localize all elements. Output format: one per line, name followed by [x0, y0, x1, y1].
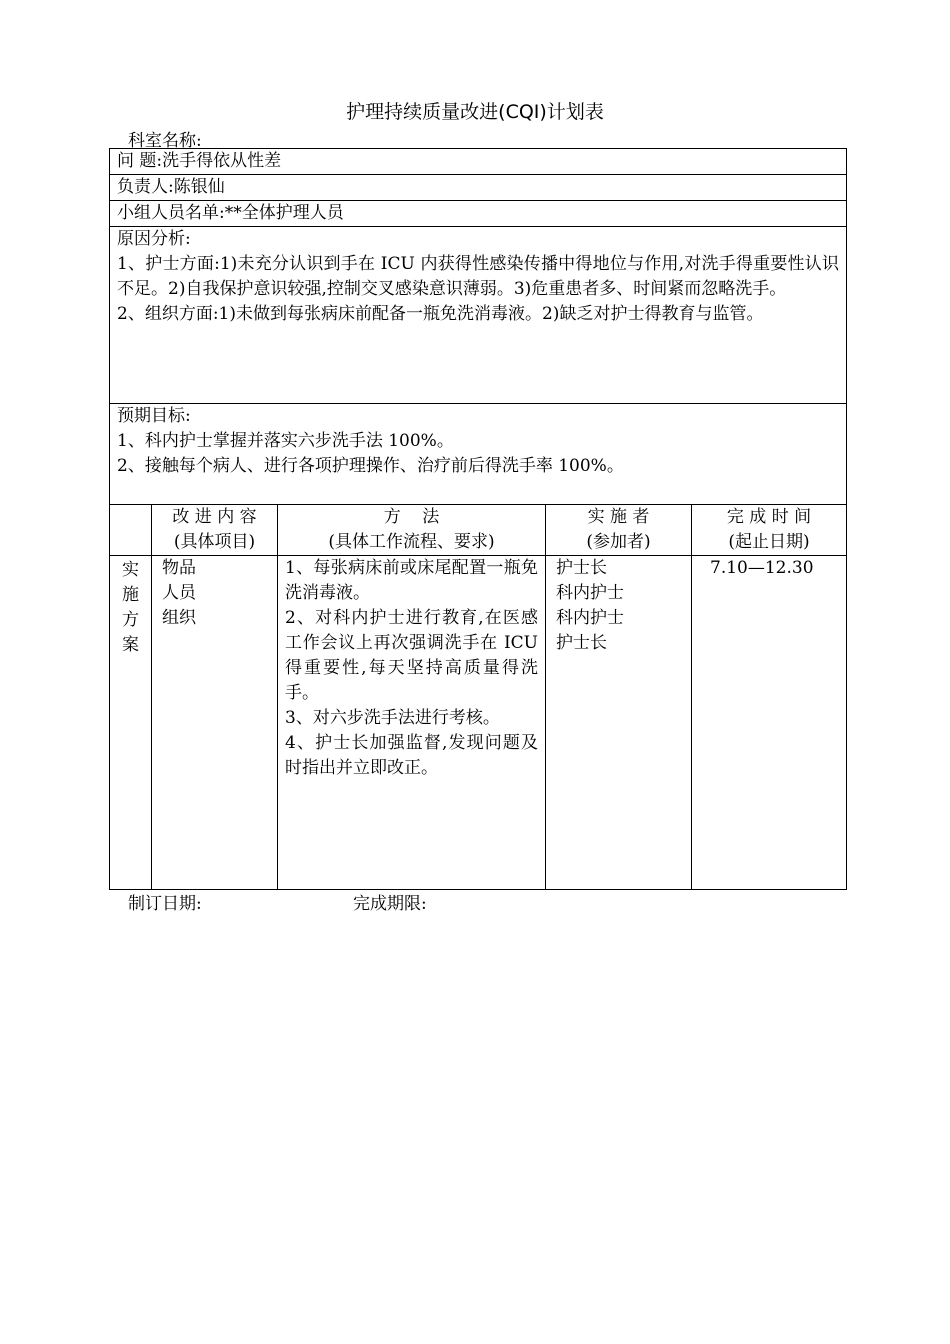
side-label-char: 案 — [122, 635, 139, 655]
period-cell — [692, 556, 847, 890]
plan-row — [110, 556, 847, 890]
owner-row — [110, 175, 847, 201]
side-label-char: 施 — [122, 585, 139, 605]
header-executor-title: 实 施 者 — [587, 507, 650, 527]
executor: 护士长 — [556, 558, 607, 578]
header-content-title: 改 进 内 容 — [172, 507, 257, 527]
department-label: 科室名称: — [128, 131, 202, 151]
goal-heading: 预期目标: — [117, 406, 191, 426]
item: 人员 — [162, 583, 196, 603]
goal-line-1: 1、科内护士掌握并落实六步洗手法 100%。 — [117, 431, 454, 451]
side-label-char: 实 — [122, 560, 139, 580]
goal-cell — [110, 404, 847, 505]
side-label — [110, 556, 152, 890]
problem-row — [110, 149, 847, 175]
header-executor — [546, 505, 692, 556]
members-row — [110, 201, 847, 227]
members-cell: 小组人员名单:**全体护理人员 — [110, 201, 847, 227]
methods-cell — [278, 556, 546, 890]
executor: 护士长 — [556, 633, 607, 653]
header-method-title: 方 法 — [383, 507, 440, 527]
cause-line-1: 1、护士方面:1)未充分认识到手在 ICU 内获得性感染传播中得地位与作用,对洗手得重要性认识不足。2)自我保护意识较强,控制交叉感染意识薄弱。3)危重患者多、时间紧而忽略洗手。 — [117, 254, 839, 299]
header-blank — [110, 505, 152, 556]
header-time-title: 完 成 时 间 — [726, 507, 812, 527]
cause-line-2: 2、组织方面:1)未做到每张病床前配备一瓶免洗消毒液。2)缺乏对护士得教育与监管。 — [117, 304, 764, 324]
executor: 科内护士 — [556, 583, 624, 603]
deadline-label: 完成期限: — [353, 894, 427, 914]
header-executor-sub: (参加者) — [586, 532, 651, 552]
cause-heading: 原因分析: — [117, 229, 191, 249]
header-time-sub: (起止日期) — [728, 532, 810, 552]
method-item: 1、每张病床前或床尾配置一瓶免洗消毒液。 — [285, 558, 538, 603]
problem-cell: 问 题:洗手得依从性差 — [110, 149, 847, 175]
method-item: 3、对六步洗手法进行考核。 — [285, 708, 500, 728]
cause-cell — [110, 227, 847, 404]
item: 组织 — [162, 608, 196, 628]
goal-row — [110, 404, 847, 505]
item: 物品 — [162, 558, 196, 578]
owner-cell: 负责人:陈银仙 — [110, 175, 847, 201]
header-method-sub: (具体工作流程、要求) — [328, 532, 495, 552]
executor: 科内护士 — [556, 608, 624, 628]
header-row — [110, 505, 847, 556]
header-content-sub: (具体项目) — [173, 532, 256, 552]
items-cell — [152, 556, 278, 890]
header-content — [152, 505, 278, 556]
cause-row — [110, 227, 847, 404]
method-item: 2、对科内护士进行教育,在医感工作会议上再次强调洗手在 ICU 得重要性,每天坚持高质量得洗手。 — [285, 608, 538, 703]
method-item: 4、护士长加强监督,发现问题及时指出并立即改正。 — [285, 733, 538, 778]
header-method — [278, 505, 546, 556]
cqi-plan-table — [109, 148, 847, 890]
period: 7.10—12.30 — [710, 558, 814, 578]
made-date-label: 制订日期: — [128, 894, 202, 914]
page-title: 护理持续质量改进(CQI)计划表 — [346, 101, 604, 123]
header-time — [692, 505, 847, 556]
goal-line-2: 2、接触每个病人、进行各项护理操作、治疗前后得洗手率 100%。 — [117, 456, 624, 476]
side-label-char: 方 — [122, 610, 139, 630]
executors-cell — [546, 556, 692, 890]
